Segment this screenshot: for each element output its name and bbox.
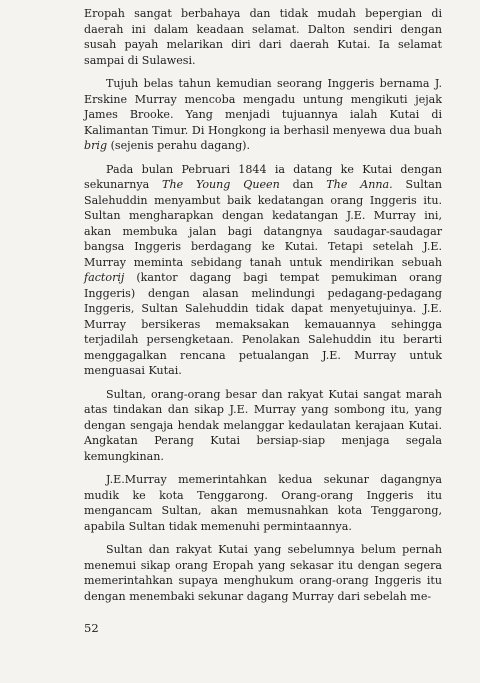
paragraph-1-text: Eropah sangat berbahaya dan tidak mudah bepergian di daerah ini dalam keadaan selamat. Dalton sendiri dengan susah payah melarikan diri dari daerah Kutai. Ia selamat sampai di Sulawesi. [84,7,442,67]
ship-name-young-queen: The Young Queen [162,178,280,191]
brig-term: brig [84,139,108,152]
paragraph-4-text: Sultan, orang-orang besar dan rakyat Kutai sangat marah atas tindakan dan sikap J.E. Murray yang sombong itu, yang dengan sengaja hendak melanggar kedaulatan kerajaan Kutai. Angkatan Perang Kutai bersiap-siap menjaga segala kemungkinan. [84,387,442,463]
paragraph-3 [84,162,442,379]
paragraph-4 [84,387,442,465]
paragraph-2-text-a: Tujuh belas tahun kemudian seorang Inggeris bernama J. Erskine Murray mencoba mengadu untung mengikuti jejak James Brooke. Yang menjadi tujuannya ialah Kutai di Kalimantan Timur. Di Hongkong ia berhasil menyewa dua buah [84,77,442,137]
paragraph-3-text-b: dan [279,178,327,191]
body-text [84,6,442,608]
paragraph-2-text-b: (sejenis perahu dagang). [107,139,251,152]
factorij-term: factorij [84,271,125,284]
paragraph-3-text-a: Pada bulan Pebruari 1844 ia datang ke Kutai dengan sekunarnya [84,162,442,191]
paragraph-1 [84,6,442,68]
paragraph-2 [84,76,442,154]
paragraph-5-text: J.E.Murray memerintahkan kedua sekunar dagangnya mudik ke kota Tenggarong. Orang-orang Inggeris itu mengancam Sultan, akan memusnahkan kota Tenggarong, apabila Sultan tidak memenuhi permintaannya. [84,473,442,533]
paragraph-5 [84,472,442,534]
page-number: 52 [84,621,99,635]
paragraph-3-text-d: (kantor dagang bagi tempat pemukiman orang Inggeris) dengan alasan melindungi pedagang-pedagang Inggeris, Sultan Salehuddin tidak dapat menyetujuinya. J.E. Murray bersikeras memaksakan kemauannya sehingga terjadilah persengketaan. Penolakan Salehuddin itu berarti menggagalkan rencana petualangan J.E. Murray untuk menguasai Kutai. [84,271,442,377]
paragraph-6-text: Sultan dan rakyat Kutai yang sebelumnya belum pernah menemui sikap orang Eropah yang sekasar itu dengan segera memerintahkan supaya menghukum orang-orang Inggeris itu dengan menembaki sekunar dagang Murray dari sebelah me- [84,543,442,603]
ship-name-anna: The Anna [326,178,390,191]
paragraph-3-text-c: . Sultan Salehuddin menyambut baik kedatangan orang Inggeris itu. Sultan mengharapkan dengan kedatangan J.E. Murray ini, akan membuka jalan bagi datangnya saudagar-saudagar bangsa Inggeris berdagang ke Kutai. Tetapi setelah J.E. Murray meminta sebidang tanah untuk mendirikan sebuah [84,178,443,269]
paragraph-6 [84,542,442,604]
